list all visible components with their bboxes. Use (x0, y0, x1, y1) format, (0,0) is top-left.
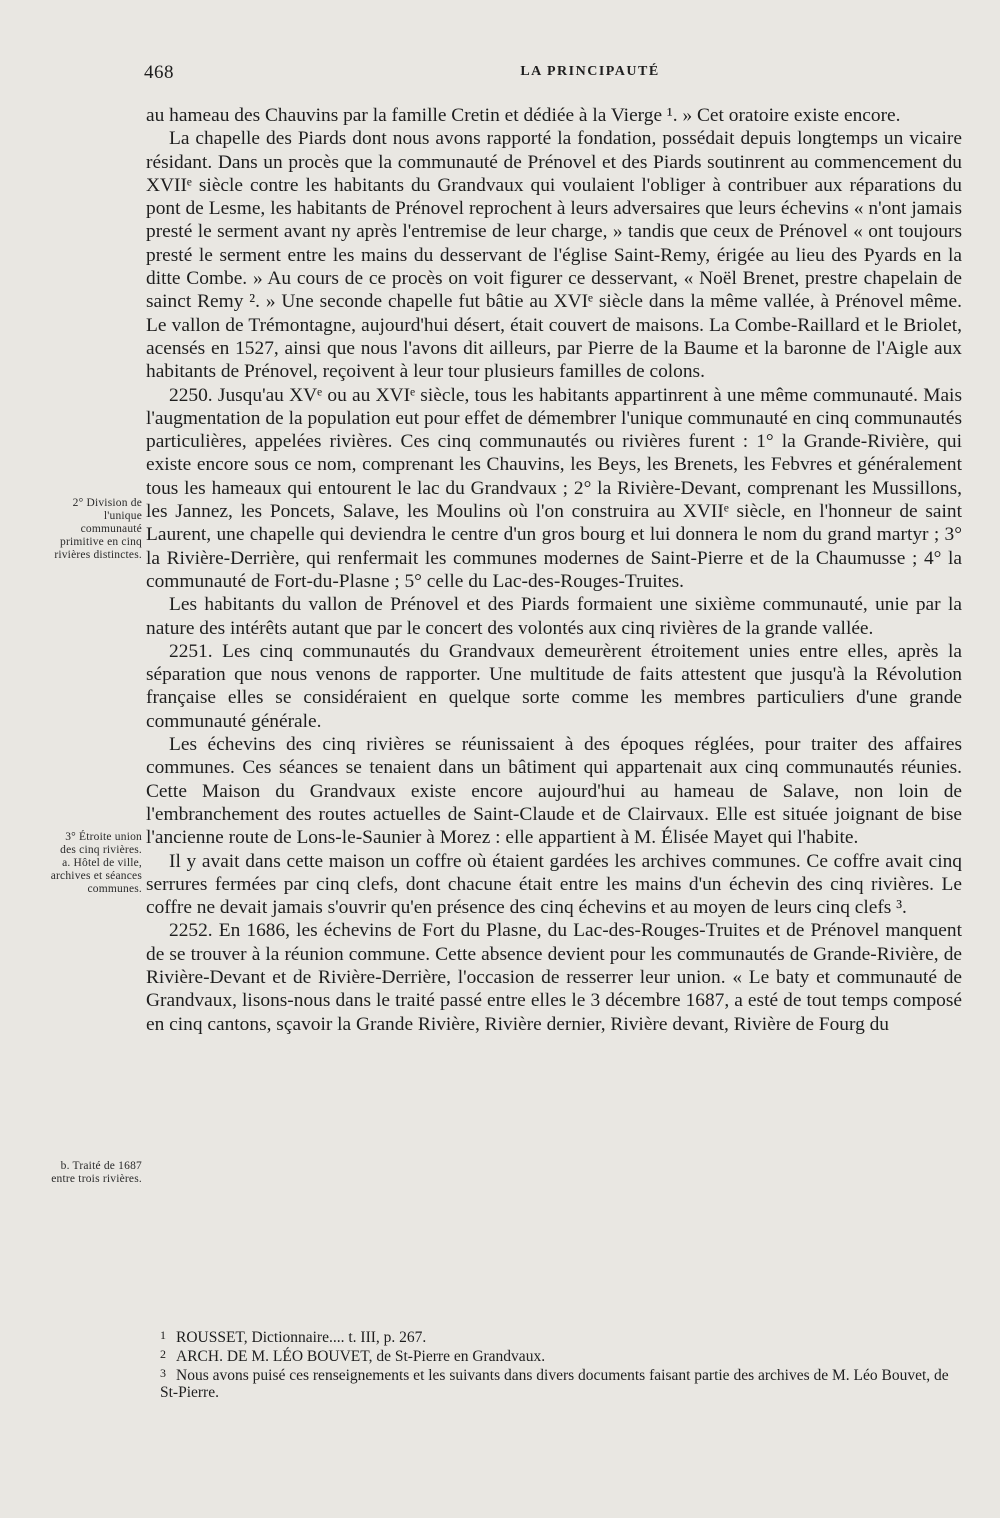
footnote-2 (146, 1346, 962, 1365)
body-text (146, 104, 962, 1036)
paragraph-chauvins: au hameau des Chauvins par la famille Cretin et dédiée à la Vierge ¹. » Cet oratoire existe encore. (146, 105, 901, 126)
footnote-number: 3 (160, 1366, 166, 1380)
paragraph-echevins: Les échevins des cinq rivières se réunissaient à des époques réglées, pour traiter des affaires communes. Ces séances se tenaient dans un bâtiment qui appartenait aux cinq communautés réunies. Cette Maison du Grandvaux existe encore aujourd'hui au hameau de Salave, non loin de l'embranchement des routes actuelles de Saint-Claude et de Clairvaux. Elle est située joignant de bise l'ancienne route de Lons-le-Saunier à Morez : elle appartient à M. Élisée Mayet qui l'habite. (146, 734, 962, 849)
page-number: 468 (144, 62, 174, 83)
sidenote-treaty: b. Traité de 1687 entre trois rivières. (51, 1160, 142, 1185)
paragraph-2251: 2251. Les cinq communautés du Grandvaux demeurèrent étroitement unies entre elles, après la séparation que nous venons de rapporter. Une multitude de faits attestent que jusqu'à la Révolution française elles se considéraient en quelque sorte comme les membres particuliers d'une grande communauté générale. (146, 640, 962, 732)
paragraph-coffre: Il y avait dans cette maison un coffre où étaient gardées les archives communes. Ce coffre avait cinq serrures fermées par cinq clefs, dont chacune était entre les mains d'un échevin des cinq rivières. Le coffre ne devait jamais s'ouvrir qu'en présence des cinq échevins et au moyen de leurs cinq clefs ³. (146, 850, 962, 919)
footnote-text: Nous avons puisé ces renseignements et les suivants dans divers documents faisant partie des archives de M. Léo Bouvet, de St-Pierre. (160, 1367, 949, 1401)
paragraph-2252: 2252. En 1686, les échevins de Fort du Plasne, du Lac-des-Rouges-Truites et de Prénovel manquent de se trouver à la réunion commune. Cette absence devient pour les communautés de Grande-Rivière, de Rivière-Devant et de Rivière-Derrière, l'occasion de resserrer leur union. « Le baty et communauté de Grandvaux, lisons-nous dans le traité passé entre elles le 3 décembre 1687, a esté de tout temps composé en cinq cantons, sçavoir la Grande Rivière, Rivière dernier, Rivière devant, Rivière de Fourg du (146, 920, 962, 1035)
running-head (0, 62, 1000, 86)
footnote-text: ARCH. DE M. LÉO BOUVET, de St-Pierre en Grandvaux. (176, 1348, 546, 1365)
footnote-1 (146, 1327, 962, 1346)
footnote-number: 1 (160, 1328, 166, 1342)
footnote-text: ROUSSET, Dictionnaire.... t. III, p. 267. (176, 1329, 427, 1346)
paragraph-2250: 2250. Jusqu'au XVᵉ ou au XVIᵉ siècle, tous les habitants appartinrent à une même communauté. Mais l'augmentation de la population eut pour effet de démembrer l'unique communauté en cinq communautés particulières, appelées rivières. Ces cinq communautés ou rivières furent : 1° la Grande-Rivière, qui existe encore sous ce nom, comprenant les Chauvins, les Beys, les Brenets, les Febvres et généralement tous les hameaux qui entourent le lac du Grandvaux ; 2° la Rivière-Devant, comprenant les Mussillons, les Jannez, les Poncets, Salave, les Moulins où l'on construira au XVIIᵉ siècle, en l'honneur de saint Laurent, une chapelle qui deviendra le centre d'un gros bourg et lui donnera le nom du grand martyr ; 3° la Rivière-Derrière, qui renfermait les communes modernes de Saint-Pierre et de la Chaumusse ; 4° la communauté de Fort-du-Plasne ; 5° celle du Lac-des-Rouges-Truites. (146, 384, 962, 592)
footnote-3 (146, 1365, 962, 1401)
footnote-number: 2 (160, 1347, 166, 1361)
running-title: LA PRINCIPAUTÉ (520, 64, 660, 79)
footnotes (146, 1327, 962, 1401)
sidenote-division: 2° Division de l'unique communauté primitive en cinq rivières distinctes. (54, 497, 142, 561)
sidenote-union: 3° Étroite union des cinq rivières. a. Hôtel de ville, archives et séances communes. (50, 831, 142, 895)
paragraph-sixth-community: Les habitants du vallon de Prénovel et des Piards formaient une sixième communauté, unie par la nature des intérêts autant que par le concert des volontés aux cinq rivières de la grande vallée. (146, 594, 962, 639)
paragraph-piards: La chapelle des Piards dont nous avons rapporté la fondation, possédait depuis longtemps un vicaire résidant. Dans un procès que la communauté de Prénovel et des Piards soutinrent au commencement du XVIIᵉ siècle contre les habitants du Grandvaux qui voulaient l'obliger à contribuer aux réparations du pont de Lesme, les habitants de Prénovel reprochent à leurs adversaires que leurs échevins « n'ont jamais presté le serment avant ny après l'entremise de leur charge, » tandis que ceux de Prénovel « ont toujours presté le serment entre les mains du desservant de l'église Saint-Remy, érigée au lieu des Pyards en la ditte Combe. » Au cours de ce procès on voit figurer ce desservant, « Noël Brenet, prestre chapelain de sainct Remy ². » Une seconde chapelle fut bâtie au XVIᵉ siècle dans la même vallée, à Prénovel même. Le vallon de Trémontagne, aujourd'hui désert, était couvert de maisons. La Combe-Raillard et le Briolet, acensés en 1527, ainsi que nous l'avons dit ailleurs, par Pierre de la Baume et la baronne de l'Aigle aux habitants de Prénovel, reçoivent à leur tour plusieurs familles de colons. (146, 128, 962, 383)
